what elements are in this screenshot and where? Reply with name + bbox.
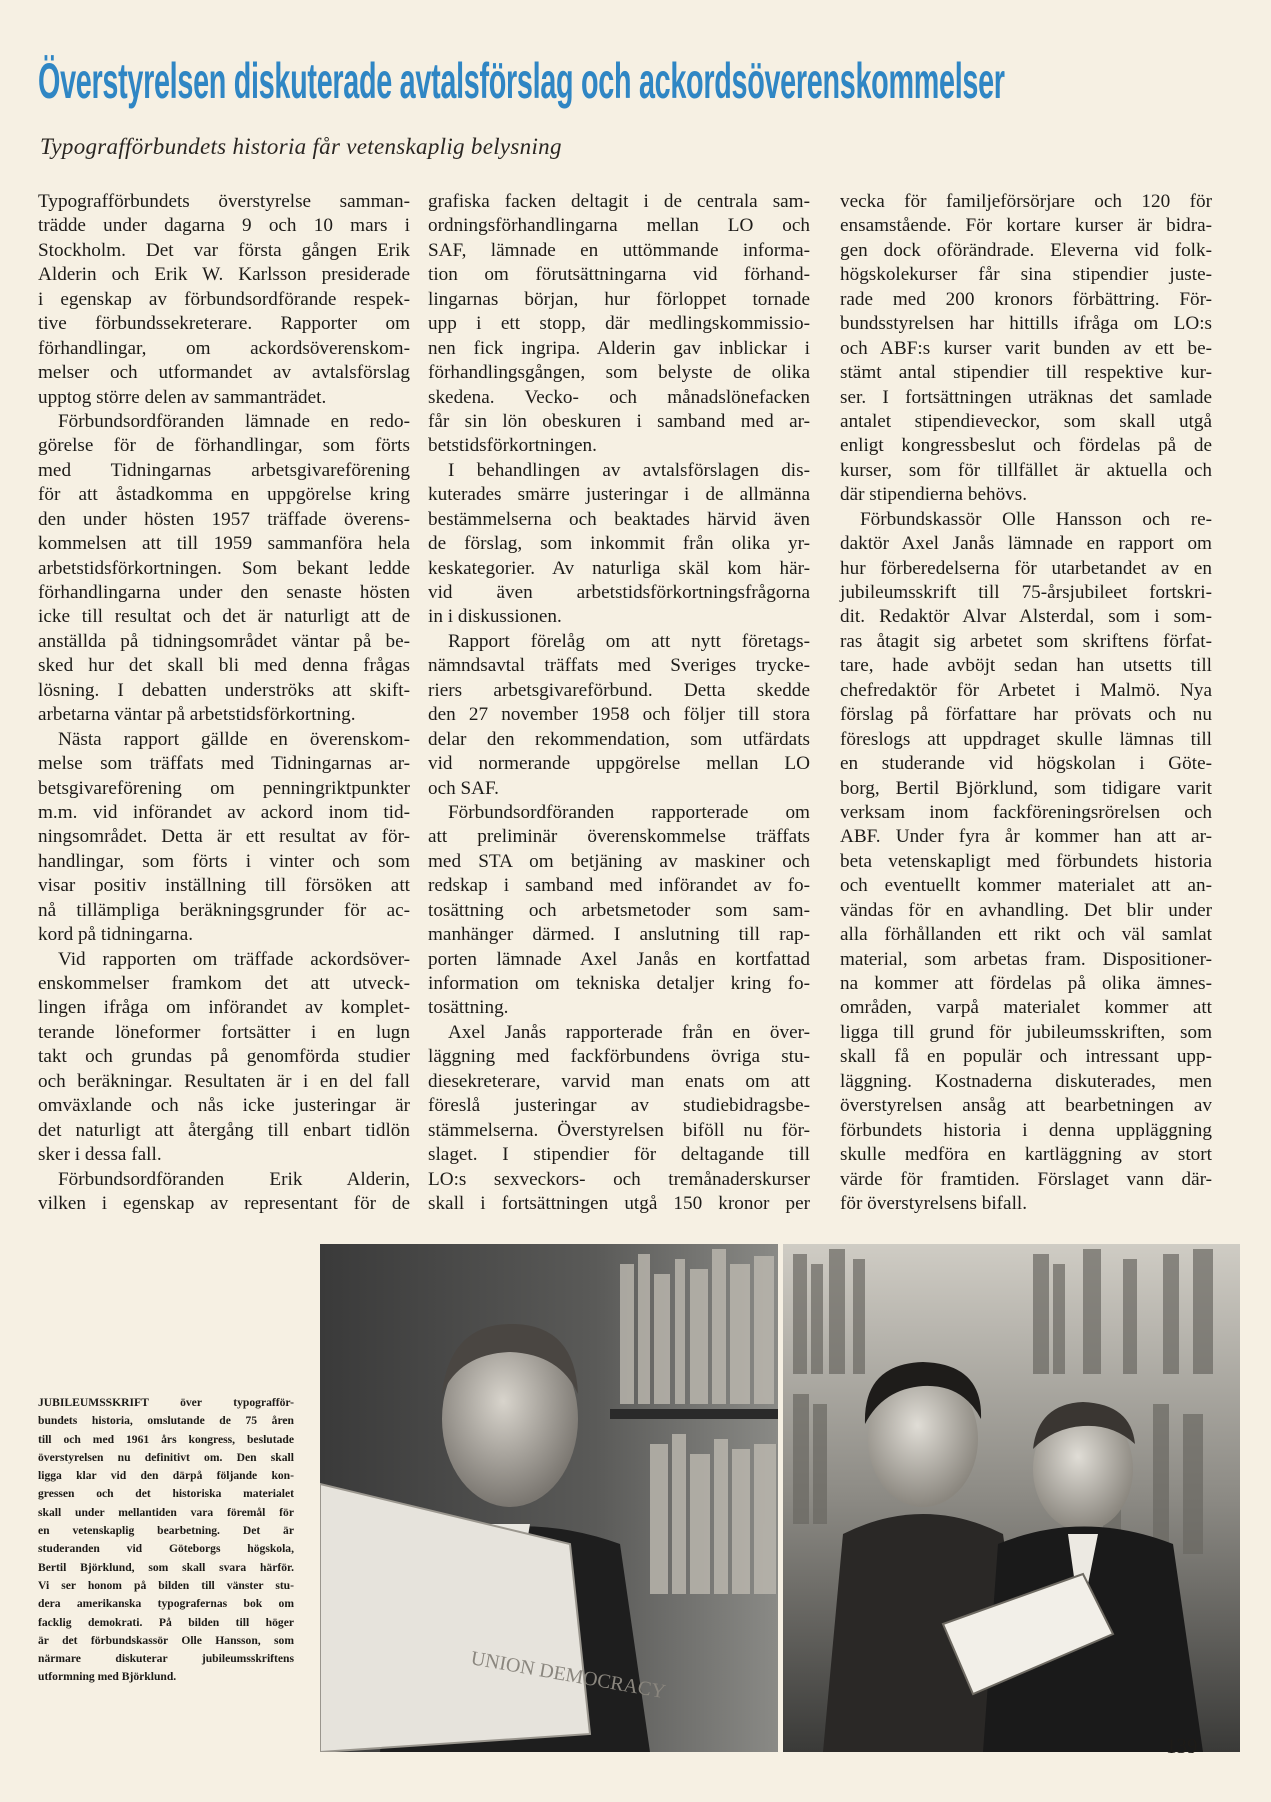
text-line: arbetarna väntar på arbetstidsförkortning.	[38, 704, 356, 726]
text-line: manhänger därmed. I anslutning till rap-	[428, 924, 810, 946]
text-line: LO:s sexveckors- och tremånaderskurser	[428, 1168, 810, 1190]
text-line: högskolekurser får sina stipendier juste-	[840, 264, 1212, 286]
caption-line: Vi ser honom på bilden till vänster stu-	[38, 1578, 294, 1592]
text-line: Typografförbundets överstyrelse samman-	[38, 191, 410, 212]
text-line: tion om förutsättningarna vid förhand-	[428, 264, 810, 286]
text-line: med Tidningarnas arbetsgivareförening	[38, 459, 410, 481]
text-column-3	[840, 190, 1212, 1216]
text-line: anställda på tidningsområdet väntar på be-	[38, 630, 410, 652]
text-line: förslag på författare har prövats och nu	[840, 704, 1212, 726]
text-line: vid normerande uppgörelse mellan LO	[428, 753, 810, 775]
text-line: I behandlingen av avtalsförslagen dis-	[448, 459, 810, 481]
text-line: kommelsen att till 1959 sammanföra hela	[38, 533, 410, 555]
text-line: den 27 november 1958 och följer till stora	[428, 704, 810, 726]
text-line: och beräkningar. Resultaten är i en del fall	[38, 1070, 410, 1092]
text-line: vid även arbetstidsförkortningsfrågorna	[428, 582, 810, 603]
text-line: kurser, som för tillfället är aktuella och	[840, 459, 1212, 481]
text-line: arbetstidsförkortningen. Som bekant ledde	[38, 557, 410, 579]
text-line: daktör Axel Janås lämnade en rapport om	[840, 533, 1212, 555]
text-line: och SAF.	[428, 777, 499, 799]
text-line: antalet stipendieveckor, som skall utgå	[840, 410, 1212, 432]
text-line: terande löneformer fortsätter i en lugn	[38, 1021, 410, 1043]
text-line: och eventuellt kommer materialet att an-	[840, 875, 1212, 897]
text-line: trädde under dagarna 9 och 10 mars i	[38, 215, 410, 237]
text-line: enskommelser framkom det att utveck-	[38, 973, 410, 994]
text-line: takt och grundas på genomförda studier	[38, 1046, 410, 1068]
text-line: melse som träffats med Tidningarnas ar-	[38, 753, 410, 775]
caption-line: överstyrelsen nu definitivt om. Den skall	[38, 1450, 294, 1464]
photo-caption	[38, 1394, 294, 1687]
text-line: förhandlingar, om ackordsöverenskom-	[38, 337, 410, 359]
text-line: Alderin och Erik W. Karlsson presiderade	[38, 264, 410, 286]
text-line: tosättning och arbetsmetoder som sam-	[428, 899, 810, 921]
caption-line: ligga klar vid den därpå följande kon-	[38, 1469, 294, 1483]
caption-line: JUBILEUMSSKRIFT över typografför-	[38, 1396, 294, 1409]
caption-line: utformning med Björklund.	[38, 1670, 177, 1684]
text-line: betstidsförkortningen.	[428, 435, 597, 457]
text-line: att preliminär överenskommelse träffats	[428, 826, 810, 848]
article-subtitle: Typografförbundets historia får vetenskaplig belysning	[40, 134, 562, 159]
text-line: får sin lön obeskuren i samband med ar-	[428, 410, 810, 432]
text-line: dit. Redaktör Alvar Alsterdal, som i som-	[840, 606, 1212, 628]
caption-line: närmare diskuterar jubileumsskriftens	[38, 1652, 294, 1666]
text-line: görelse för de förhandlingar, som förts	[38, 435, 410, 457]
caption-line: till och med 1961 års kongress, beslutade	[38, 1432, 294, 1446]
photo-left-image	[320, 1244, 778, 1752]
text-line: porten lämnade Axel Janås en kortfattad	[428, 948, 810, 970]
text-line: lingarnas början, hur förloppet tornade	[428, 288, 810, 310]
text-line: för att åstadkomma en uppgörelse kring	[38, 484, 410, 506]
text-line: material, som arbetas fram. Dispositioner-	[840, 948, 1212, 970]
text-line: för överstyrelsens bifall.	[840, 1192, 1028, 1214]
text-line: läggning. Kostnaderna diskuterades, men	[840, 1070, 1212, 1092]
caption-line: dera amerikanska typografernas bok om	[38, 1597, 294, 1611]
text-line: sker i dessa fall.	[38, 1144, 162, 1166]
caption-line: är det förbundskassör Olle Hansson, som	[38, 1633, 294, 1647]
text-line: redskap i samband med införandet av fo-	[428, 875, 810, 897]
text-line: föreslogs att uppdraget skulle lämnas till	[840, 728, 1212, 750]
text-line: vecka för familjeförsörjare och 120 för	[840, 191, 1212, 212]
text-line: omväxlande och nås icke justeringar är	[38, 1095, 410, 1117]
text-line: keskategorier. Av naturliga skäl kom här-	[428, 557, 810, 579]
text-line: in i diskussionen.	[428, 606, 562, 628]
caption-line: Bertil Björklund, som skall svara härför.	[38, 1560, 294, 1574]
text-line: förbundets historia i denna uppläggning	[840, 1119, 1212, 1141]
text-line: tare, hade avböjt sedan han utsetts till	[840, 655, 1212, 677]
text-line: skall i fortsättningen utgå 150 kronor per	[428, 1192, 810, 1214]
text-line: tive förbundssekreterare. Rapporter om	[38, 313, 410, 335]
text-line: Nästa rapport gällde en överenskom-	[58, 728, 410, 750]
text-line: chefredaktör för Arbetet i Malmö. Nya	[840, 679, 1212, 701]
text-line: det naturligt att återgång till enbart tidlön	[38, 1119, 410, 1141]
text-line: Stockholm. Det var första gången Erik	[38, 239, 410, 261]
article-title: Överstyrelsen diskuterade avtalsförslag och ackordsöverenskommelser	[38, 53, 1005, 109]
text-line: lösning. I debatten underströks att skift-	[38, 679, 410, 701]
text-line: bundsstyrelsen har hittills ifråga om LO:s	[840, 313, 1212, 335]
book-title-text: UNION DEMOCRACY	[469, 1647, 668, 1704]
text-line: betsgivareförening om penningriktpunkter	[38, 777, 410, 799]
text-line: Vid rapporten om träffade ackordsöver-	[58, 948, 410, 970]
text-line: en studerande vid högskolan i Göte-	[840, 753, 1212, 775]
text-line: Förbundsordföranden rapporterade om	[448, 801, 810, 823]
text-line: ser. I fortsättningen uträknas det samlade	[840, 386, 1212, 408]
photo-hansson-bjorklund	[783, 1244, 1240, 1752]
text-line: områden, varpå materialet kommer att	[840, 997, 1212, 1019]
text-line: melser och utformandet av avtalsförslag	[38, 362, 410, 384]
text-line: överstyrelsen ansåg att bearbetningen av	[840, 1095, 1212, 1117]
text-line: upptog större delen av sammanträdet.	[38, 386, 327, 408]
photo-right-image	[783, 1244, 1240, 1752]
caption-line: gressen och det historiska materialet	[38, 1487, 294, 1501]
text-line: kuterades smärre justeringar i de allmänna	[428, 484, 810, 506]
text-line: med STA om betjäning av maskiner och	[428, 850, 810, 872]
text-line: upp i ett stopp, där medlingskommissio-	[428, 313, 810, 335]
text-column-1	[38, 190, 410, 1216]
text-line: delar den rekommendation, som utfärdats	[428, 728, 810, 750]
text-line: nämndsavtal träffats med Sveriges trycke-	[428, 655, 810, 677]
text-line: visar positiv inställning till försöken att	[38, 875, 410, 897]
text-line: SAF, lämnade en uttömmande informa-	[428, 239, 810, 261]
text-line: alla förhållanden ett rikt och väl samlat	[840, 924, 1212, 946]
text-line: Rapport förelåg om att nytt företags-	[448, 630, 810, 652]
text-line: tosättning.	[428, 997, 509, 1019]
text-line: diesekreterare, varvid man enats om att	[428, 1070, 810, 1092]
text-line: lingen ifråga om införandet av komplet-	[38, 997, 410, 1019]
text-line: de förslag, som inkommit från olika yr-	[428, 533, 810, 555]
photo-bjorklund-reading	[320, 1244, 778, 1752]
text-line: handlingar, som förts i vinter och som	[38, 850, 410, 872]
page-number: 139	[1166, 1734, 1198, 1758]
text-line: na kommer att fördelas på olika ämnes-	[840, 973, 1212, 994]
text-line: hur förberedelserna för utarbetandet av en	[840, 557, 1212, 579]
text-line: Förbundskassör Olle Hansson och re-	[860, 508, 1212, 530]
text-line: skedena. Vecko- och månadslönefacken	[428, 386, 810, 408]
text-line: icke till resultat och det är naturligt att de	[38, 606, 410, 628]
text-line: ordningsförhandlingarna mellan LO och	[428, 215, 810, 237]
text-line: verksam inom fackföreningsrörelsen och	[840, 801, 1212, 823]
text-line: ensamstående. För kortare kurser är bidra-	[840, 215, 1212, 237]
text-line: Axel Janås rapporterade från en över-	[448, 1021, 810, 1043]
text-line: nå tillämpliga beräkningsgrunder för ac-	[38, 899, 410, 921]
text-line: slaget. I stipendier för deltagande till	[428, 1144, 810, 1166]
caption-line: facklig demokrati. På bilden till höger	[38, 1615, 294, 1629]
text-column-2	[428, 190, 810, 1216]
text-line: kord på tidningarna.	[38, 924, 194, 946]
caption-line: studeranden vid Göteborgs högskola,	[38, 1542, 294, 1556]
text-line: värde för framtiden. Förslaget vann där-	[840, 1168, 1212, 1190]
text-line: skulle medföra en kartläggning av stort	[840, 1144, 1212, 1166]
text-line: sked hur det skall bli med denna frågas	[38, 655, 410, 677]
text-line: ligga till grund för jubileumsskriften, som	[840, 1021, 1212, 1043]
text-line: m.m. vid införandet av ackord inom tid-	[38, 801, 410, 823]
text-line: ningsområdet. Detta är ett resultat av för-	[38, 826, 410, 848]
text-line: borg, Bertil Björklund, som tidigare varit	[840, 777, 1212, 799]
caption-line: en vetenskaplig bearbetning. Det är	[38, 1524, 294, 1538]
text-line: rade med 200 kronors förbättring. För-	[840, 288, 1212, 310]
text-line: stämmelserna. Överstyrelsen biföll nu för-	[428, 1119, 810, 1141]
text-line: riers arbetsgivareförbund. Detta skedde	[428, 679, 810, 701]
text-line: Förbundsordföranden lämnade en redo-	[58, 410, 410, 432]
text-line: nen fick ingripa. Alderin gav inblickar i	[428, 337, 810, 359]
text-line: förhandlingarna under den senaste hösten	[38, 582, 410, 603]
text-line: och ABF:s kurser varit bunden av ett be-	[840, 337, 1212, 359]
text-line: ABF. Under fyra år kommer han att ar-	[840, 826, 1212, 848]
text-line: enligt kongressbeslut och fördelas på de	[840, 435, 1212, 457]
text-line: jubileumsskrift till 75-årsjubileet fortskri-	[840, 582, 1212, 603]
text-line: bestämmelserna och beaktades härvid även	[428, 508, 810, 530]
text-line: Förbundsordföranden Erik Alderin,	[58, 1168, 410, 1190]
text-line: den under hösten 1957 träffade överens-	[38, 508, 410, 530]
caption-line: bundets historia, omslutande de 75 åren	[38, 1414, 294, 1428]
text-line: i egenskap av förbundsordförande respek-	[38, 288, 410, 310]
text-line: gen dock oförändrade. Eleverna vid folk-	[840, 239, 1212, 261]
text-line: grafiska facken deltagit i de centrala sam-	[428, 191, 810, 212]
text-line: vändas för en avhandling. Det blir under	[840, 899, 1212, 921]
text-line: stämt antal stipendier till respektive kur-	[840, 362, 1212, 384]
text-line: skall få en populär och intressant upp-	[840, 1046, 1212, 1068]
text-line: föreslå justeringar av studiebidragsbe-	[428, 1095, 810, 1117]
text-line: förhandlingsgången, som belyste de olika	[428, 362, 810, 384]
text-line: där stipendierna behövs.	[840, 484, 1028, 506]
caption-line: skall under mellantiden vara föremål för	[38, 1505, 294, 1519]
text-line: information om tekniska detaljer kring fo-	[428, 973, 810, 994]
text-line: ras åtagit sig arbetet som skriftens förfat-	[840, 630, 1212, 652]
text-line: vilken i egenskap av representant för de	[38, 1192, 410, 1214]
text-line: läggning med fackförbundens övriga stu-	[428, 1046, 810, 1068]
text-line: beta vetenskapligt med förbundets historia	[840, 850, 1212, 872]
